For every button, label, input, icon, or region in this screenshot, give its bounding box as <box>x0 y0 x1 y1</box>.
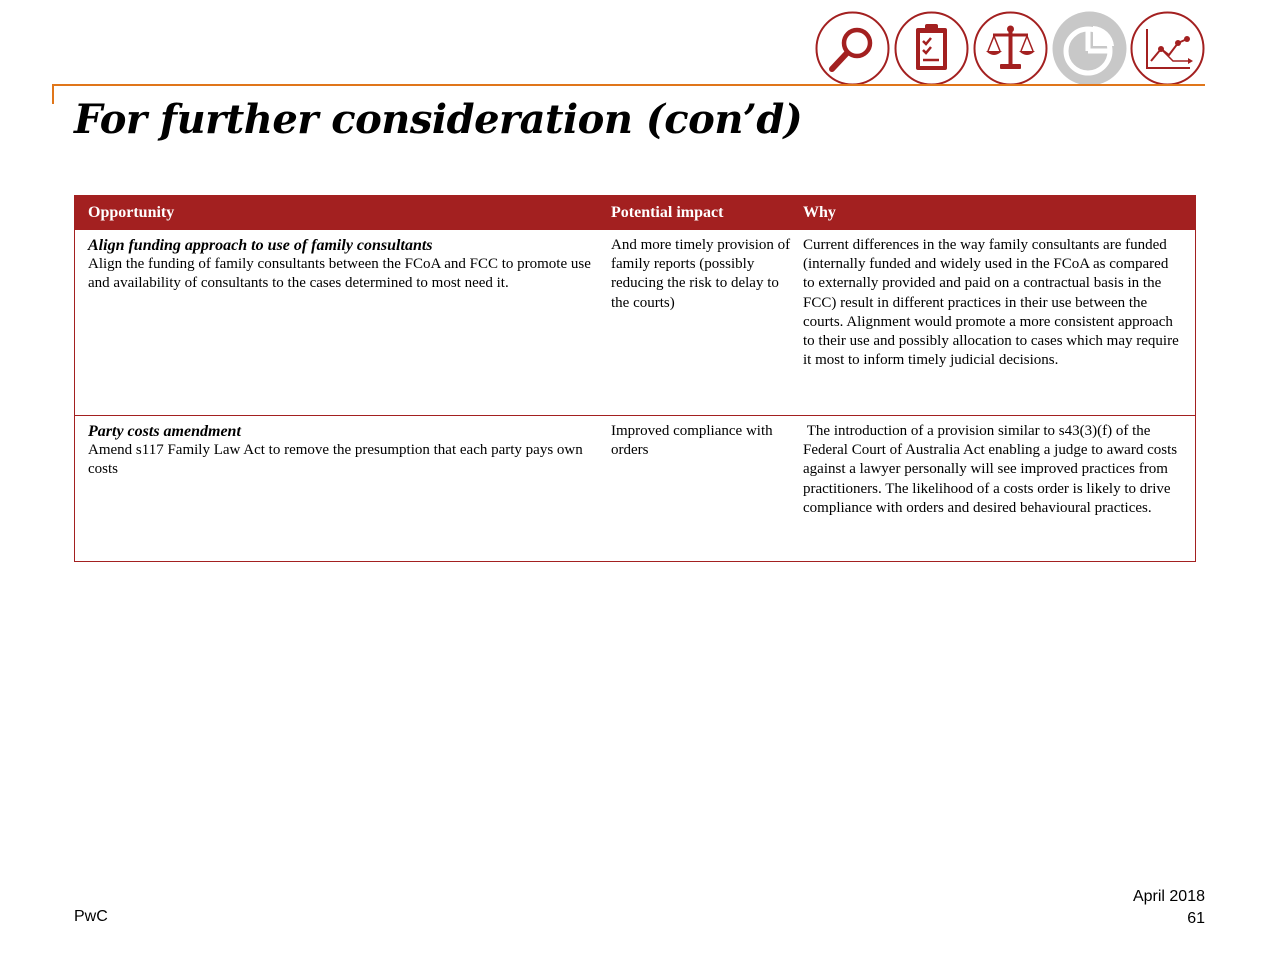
header-potential-impact: Potential impact <box>611 204 724 221</box>
pie-chart-icon[interactable] <box>1052 11 1127 86</box>
opportunity-title: Align funding approach to use of family consultants <box>88 237 433 254</box>
table-row <box>75 230 1195 415</box>
header-rule <box>52 84 1205 86</box>
opportunity-cell <box>75 236 611 415</box>
table-header <box>75 196 1195 230</box>
footer-brand: PwC <box>74 908 108 925</box>
impact-cell: Improved compliance with orders <box>611 423 773 459</box>
impact-cell: And more timely provision of family reports (possibly reducing the risk to delay to the courts) <box>611 237 791 311</box>
header-opportunity: Opportunity <box>88 204 175 221</box>
header-rule-tick <box>52 84 54 104</box>
line-chart-icon[interactable] <box>1130 11 1205 86</box>
opportunity-text: Amend s117 Family Law Act to remove the presumption that each party pays own costs <box>88 442 583 478</box>
table-row <box>75 415 1195 561</box>
opportunity-cell <box>75 422 611 561</box>
clipboard-checklist-icon[interactable] <box>894 11 969 86</box>
why-cell: The introduction of a provision similar to s43(3)(f) of the Federal Court of Australia Act enabling a judge to award costs against a lawyer personally will see improved practices from practitioners. The likelihood of a costs order is likely to drive compliance with orders and desired behavioural practices. <box>803 423 1181 516</box>
footer-meta <box>1133 886 1205 930</box>
opportunity-text: Align the funding of family consultants between the FCoA and FCC to promote use and availability of consultants to the cases determined to most need it. <box>88 256 591 292</box>
header-why: Why <box>803 204 836 221</box>
opportunity-title: Party costs amendment <box>88 423 241 440</box>
scales-icon[interactable] <box>973 11 1048 86</box>
magnifier-icon[interactable] <box>815 11 890 86</box>
why-cell: Current differences in the way family consultants are funded (internally funded and widely used in the FCoA as compared to externally provided and paid on a contractual basis in the FCC) result in different practices in their use between the courts. Alignment would promote a more consistent approach to their use and possibly allocation to cases which may require it most to inform timely judicial decisions. <box>803 237 1179 369</box>
footer-date: April 2018 <box>1132 888 1205 905</box>
page-number: 61 <box>1187 910 1205 927</box>
section-icon-nav <box>815 11 1207 86</box>
consideration-table <box>74 195 1196 562</box>
page-title: For further consideration (con’d) <box>74 96 803 143</box>
